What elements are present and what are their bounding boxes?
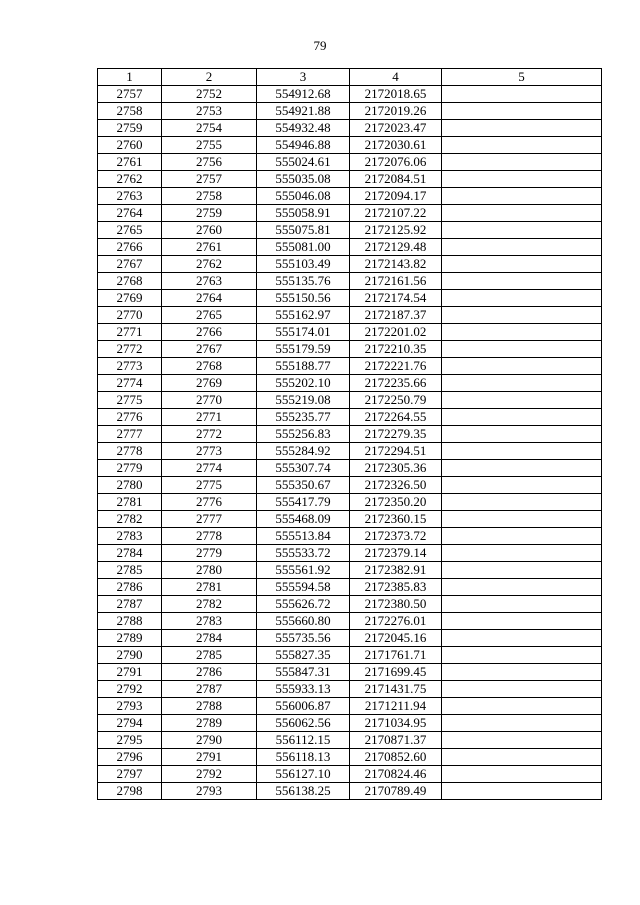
table-cell: 2171431.75: [350, 681, 442, 698]
table-cell: 2784: [98, 545, 162, 562]
table-row: [98, 613, 602, 630]
table-cell: 554946.88: [257, 137, 350, 154]
table-cell: 2786: [162, 664, 257, 681]
table-cell: 555162.97: [257, 307, 350, 324]
table-cell: 2758: [162, 188, 257, 205]
table-cell: 555561.92: [257, 562, 350, 579]
table-cell: 2781: [98, 494, 162, 511]
table-cell: 2790: [98, 647, 162, 664]
table-cell: [442, 426, 602, 443]
table-cell: 2760: [98, 137, 162, 154]
table-cell: [442, 562, 602, 579]
table-cell: 2768: [98, 273, 162, 290]
table-cell: 555827.35: [257, 647, 350, 664]
table-cell: 2793: [162, 783, 257, 800]
table-cell: 2172174.54: [350, 290, 442, 307]
table-cell: 2781: [162, 579, 257, 596]
table-cell: 555024.61: [257, 154, 350, 171]
table-cell: 555533.72: [257, 545, 350, 562]
table-cell: [442, 375, 602, 392]
table-cell: 2172385.83: [350, 579, 442, 596]
table-cell: 2794: [98, 715, 162, 732]
table-cell: [442, 120, 602, 137]
table-row: [98, 749, 602, 766]
table-cell: 2772: [98, 341, 162, 358]
table-cell: [442, 749, 602, 766]
table-cell: 2765: [162, 307, 257, 324]
header-cell: 4: [350, 69, 442, 86]
table-cell: [442, 273, 602, 290]
table-row: [98, 664, 602, 681]
table-cell: 555202.10: [257, 375, 350, 392]
table-cell: 2763: [98, 188, 162, 205]
table-cell: 2171699.45: [350, 664, 442, 681]
table-cell: 2774: [98, 375, 162, 392]
table-cell: 555307.74: [257, 460, 350, 477]
header-cell: 2: [162, 69, 257, 86]
table-cell: 2171034.95: [350, 715, 442, 732]
table-cell: 555933.13: [257, 681, 350, 698]
table-cell: 2764: [98, 205, 162, 222]
table-cell: [442, 239, 602, 256]
table-cell: 2788: [98, 613, 162, 630]
table-cell: 2172107.22: [350, 205, 442, 222]
table-cell: 2789: [162, 715, 257, 732]
table-cell: 2172264.55: [350, 409, 442, 426]
table-cell: 2172221.76: [350, 358, 442, 375]
table-cell: 2172076.06: [350, 154, 442, 171]
table-cell: 2772: [162, 426, 257, 443]
table-cell: 2172187.37: [350, 307, 442, 324]
table-row: [98, 341, 602, 358]
header-cell: 1: [98, 69, 162, 86]
table-row: [98, 511, 602, 528]
table-row: [98, 783, 602, 800]
table-row: [98, 290, 602, 307]
table-row: [98, 239, 602, 256]
table-cell: [442, 324, 602, 341]
table-cell: 2769: [162, 375, 257, 392]
table-row: [98, 392, 602, 409]
table-cell: 2780: [98, 477, 162, 494]
table-cell: 2172161.56: [350, 273, 442, 290]
table-cell: [442, 222, 602, 239]
table-cell: 2766: [98, 239, 162, 256]
table-cell: 2778: [98, 443, 162, 460]
table-row: [98, 545, 602, 562]
table-cell: 2172326.50: [350, 477, 442, 494]
table-cell: [442, 579, 602, 596]
table-cell: 2776: [162, 494, 257, 511]
table-cell: 2172294.51: [350, 443, 442, 460]
table-row: [98, 375, 602, 392]
table-cell: [442, 256, 602, 273]
table-cell: 2784: [162, 630, 257, 647]
table-cell: 555219.08: [257, 392, 350, 409]
table-cell: 2782: [162, 596, 257, 613]
table-cell: 2795: [98, 732, 162, 749]
table-cell: 2172350.20: [350, 494, 442, 511]
table-cell: 2171761.71: [350, 647, 442, 664]
table-cell: 2762: [162, 256, 257, 273]
table-cell: 2790: [162, 732, 257, 749]
table-row: [98, 171, 602, 188]
table-cell: 555417.79: [257, 494, 350, 511]
table-cell: 2761: [162, 239, 257, 256]
table-row: [98, 596, 602, 613]
table-row: [98, 698, 602, 715]
table-cell: 555660.80: [257, 613, 350, 630]
table-cell: 2757: [98, 86, 162, 103]
table-cell: 2762: [98, 171, 162, 188]
table-row: [98, 715, 602, 732]
table-cell: 555035.08: [257, 171, 350, 188]
table-cell: [442, 307, 602, 324]
table-cell: 2767: [162, 341, 257, 358]
table-cell: 2172250.79: [350, 392, 442, 409]
table-row: [98, 409, 602, 426]
table-cell: [442, 732, 602, 749]
table-cell: 555103.49: [257, 256, 350, 273]
table-cell: 2775: [98, 392, 162, 409]
table-row: [98, 324, 602, 341]
table-cell: 555468.09: [257, 511, 350, 528]
table-cell: 555075.81: [257, 222, 350, 239]
table-cell: 2763: [162, 273, 257, 290]
table-cell: 2172129.48: [350, 239, 442, 256]
table-row: [98, 681, 602, 698]
table-cell: 555081.00: [257, 239, 350, 256]
table-row: [98, 188, 602, 205]
table-cell: [442, 341, 602, 358]
table-cell: 556138.25: [257, 783, 350, 800]
table-cell: 2172235.66: [350, 375, 442, 392]
table-row: [98, 494, 602, 511]
table-cell: 2796: [98, 749, 162, 766]
table-cell: 554921.88: [257, 103, 350, 120]
table-cell: 2791: [98, 664, 162, 681]
table-cell: 555594.58: [257, 579, 350, 596]
table-cell: [442, 86, 602, 103]
table-cell: [442, 630, 602, 647]
table-cell: 2170789.49: [350, 783, 442, 800]
table-cell: 555256.83: [257, 426, 350, 443]
table-cell: 2774: [162, 460, 257, 477]
table-cell: 555626.72: [257, 596, 350, 613]
table-cell: 2770: [98, 307, 162, 324]
table-row: [98, 154, 602, 171]
table-cell: 2789: [98, 630, 162, 647]
table-row: [98, 562, 602, 579]
table-cell: 2765: [98, 222, 162, 239]
table-row: [98, 137, 602, 154]
table-cell: 2172201.02: [350, 324, 442, 341]
table-row: [98, 273, 602, 290]
table-cell: [442, 460, 602, 477]
table-cell: 2172360.15: [350, 511, 442, 528]
table-cell: 2170852.60: [350, 749, 442, 766]
table-cell: [442, 596, 602, 613]
table-row: [98, 103, 602, 120]
table-row: [98, 732, 602, 749]
table-cell: 2776: [98, 409, 162, 426]
table-row: [98, 426, 602, 443]
table-cell: 556112.15: [257, 732, 350, 749]
table-row: [98, 443, 602, 460]
table-cell: 2170871.37: [350, 732, 442, 749]
table-cell: 2759: [98, 120, 162, 137]
table-cell: 554932.48: [257, 120, 350, 137]
table-cell: 2172023.47: [350, 120, 442, 137]
table-cell: 2783: [98, 528, 162, 545]
table-cell: 2788: [162, 698, 257, 715]
table-cell: 2172210.35: [350, 341, 442, 358]
table-row: [98, 256, 602, 273]
table-cell: [442, 681, 602, 698]
table-cell: 2760: [162, 222, 257, 239]
table-cell: 2777: [98, 426, 162, 443]
table-cell: 2787: [162, 681, 257, 698]
table-row: [98, 205, 602, 222]
table-cell: [442, 477, 602, 494]
page-number: 79: [313, 38, 327, 53]
table-cell: 2768: [162, 358, 257, 375]
table-cell: 2757: [162, 171, 257, 188]
table-cell: 2755: [162, 137, 257, 154]
table-cell: 555284.92: [257, 443, 350, 460]
table-cell: [442, 783, 602, 800]
table-cell: [442, 290, 602, 307]
table-cell: [442, 137, 602, 154]
table-cell: 2172030.61: [350, 137, 442, 154]
table-cell: 556006.87: [257, 698, 350, 715]
table-cell: 2172019.26: [350, 103, 442, 120]
table-cell: 555058.91: [257, 205, 350, 222]
table-cell: 555179.59: [257, 341, 350, 358]
table-cell: 2797: [98, 766, 162, 783]
table-cell: 2778: [162, 528, 257, 545]
table-cell: 2172380.50: [350, 596, 442, 613]
table-cell: 2170824.46: [350, 766, 442, 783]
table-cell: [442, 766, 602, 783]
table-cell: 2766: [162, 324, 257, 341]
table-row: [98, 86, 602, 103]
coordinates-table: [97, 68, 602, 800]
table-cell: 2775: [162, 477, 257, 494]
table-cell: [442, 205, 602, 222]
table-cell: [442, 103, 602, 120]
table-cell: 2786: [98, 579, 162, 596]
table-cell: [442, 647, 602, 664]
table-cell: 2172305.36: [350, 460, 442, 477]
table-row: [98, 477, 602, 494]
table-cell: 2773: [98, 358, 162, 375]
table-row: [98, 460, 602, 477]
table-cell: [442, 409, 602, 426]
table-cell: 556127.10: [257, 766, 350, 783]
table-cell: 2753: [162, 103, 257, 120]
table-cell: 555350.67: [257, 477, 350, 494]
table-cell: 2756: [162, 154, 257, 171]
table-cell: 2172373.72: [350, 528, 442, 545]
table-cell: 2172125.92: [350, 222, 442, 239]
table-cell: [442, 698, 602, 715]
table-cell: [442, 715, 602, 732]
table-cell: 2758: [98, 103, 162, 120]
table-cell: 2761: [98, 154, 162, 171]
table-cell: 2792: [98, 681, 162, 698]
table-cell: 2793: [98, 698, 162, 715]
table-cell: 2787: [98, 596, 162, 613]
table-cell: 2792: [162, 766, 257, 783]
table-cell: [442, 392, 602, 409]
table-cell: 555135.76: [257, 273, 350, 290]
table-cell: 2770: [162, 392, 257, 409]
table-header-row: [98, 69, 602, 86]
table-body: [98, 86, 602, 800]
table-row: [98, 647, 602, 664]
table-cell: 2171211.94: [350, 698, 442, 715]
table-cell: [442, 188, 602, 205]
table-cell: [442, 443, 602, 460]
table-row: [98, 528, 602, 545]
table-cell: 2764: [162, 290, 257, 307]
table-cell: [442, 511, 602, 528]
table-cell: 2172276.01: [350, 613, 442, 630]
table-cell: [442, 528, 602, 545]
table-cell: 2767: [98, 256, 162, 273]
table-row: [98, 766, 602, 783]
table-cell: 2785: [98, 562, 162, 579]
table-cell: 555150.56: [257, 290, 350, 307]
table-cell: 2771: [162, 409, 257, 426]
table-cell: [442, 664, 602, 681]
table-cell: 555513.84: [257, 528, 350, 545]
table-cell: 2769: [98, 290, 162, 307]
table-row: [98, 579, 602, 596]
table-cell: 2172279.35: [350, 426, 442, 443]
table-cell: 2791: [162, 749, 257, 766]
table-cell: [442, 494, 602, 511]
table-row: [98, 307, 602, 324]
table-cell: 555188.77: [257, 358, 350, 375]
table-row: [98, 222, 602, 239]
table-row: [98, 358, 602, 375]
table-cell: 2752: [162, 86, 257, 103]
table-cell: 555046.08: [257, 188, 350, 205]
table-cell: 2172143.82: [350, 256, 442, 273]
table-cell: 555174.01: [257, 324, 350, 341]
table-cell: 2782: [98, 511, 162, 528]
table-cell: 2777: [162, 511, 257, 528]
table-cell: 2779: [98, 460, 162, 477]
table-cell: 2798: [98, 783, 162, 800]
header-cell: 3: [257, 69, 350, 86]
table-row: [98, 630, 602, 647]
table-cell: 2785: [162, 647, 257, 664]
table-cell: 555735.56: [257, 630, 350, 647]
table-cell: 2172382.91: [350, 562, 442, 579]
table-cell: 2754: [162, 120, 257, 137]
table-row: [98, 120, 602, 137]
table-cell: 556062.56: [257, 715, 350, 732]
table-cell: 2172084.51: [350, 171, 442, 188]
table-cell: 555235.77: [257, 409, 350, 426]
table-cell: 556118.13: [257, 749, 350, 766]
table-cell: 554912.68: [257, 86, 350, 103]
header-cell: 5: [442, 69, 602, 86]
table-cell: [442, 154, 602, 171]
table-cell: 2771: [98, 324, 162, 341]
table-cell: [442, 171, 602, 188]
table-cell: 2172094.17: [350, 188, 442, 205]
table-cell: 2759: [162, 205, 257, 222]
table-cell: 2172045.16: [350, 630, 442, 647]
table-cell: 2773: [162, 443, 257, 460]
table-cell: [442, 358, 602, 375]
table-cell: 555847.31: [257, 664, 350, 681]
table-cell: [442, 545, 602, 562]
table-cell: 2783: [162, 613, 257, 630]
table-cell: 2172018.65: [350, 86, 442, 103]
table-cell: 2779: [162, 545, 257, 562]
table-cell: 2172379.14: [350, 545, 442, 562]
table-cell: [442, 613, 602, 630]
table-cell: 2780: [162, 562, 257, 579]
